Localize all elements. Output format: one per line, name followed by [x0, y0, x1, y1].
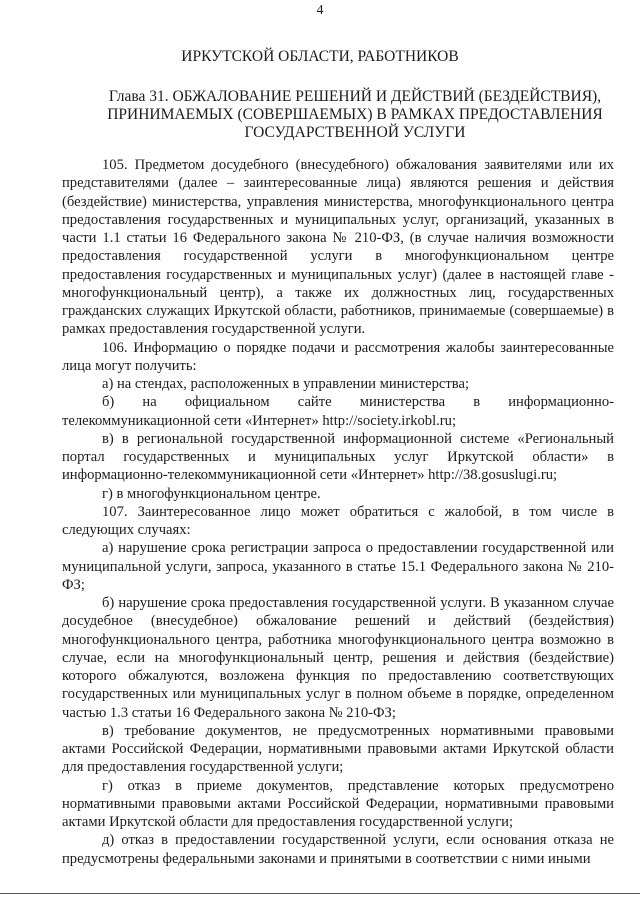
document-body: [62, 156, 614, 868]
paragraph-106: 106. Информацию о порядке подачи и рассмотрения жалобы заинтересованные лица могут получить:: [62, 339, 614, 374]
list-item-106-b: б) на официальном сайте министерства в информационно-телекоммуникационной сети «Интернет» http://society.irkobl.ru;: [62, 394, 614, 429]
paragraph-105: 105. Предметом досудебного (внесудебного) обжалования заявителями или их представителями (далее – заинтересованные лица) являются решения и действия (бездействие) министерства, управления министерства, многофункционального центра предоставления государственных и муниципальных услуг, организаций, указанных в части 1.1 статьи 16 Федерального закона № 210-ФЗ, (в случае наличия возможности предоставления государственной услуги в многофункциональном центре предоставления государственных и муниципальных услуг) (далее в настоящей главе - многофункциональный центр), а также их должностных лиц, государственных гражданских служащих Иркутской области, работников, принимаемые (совершаемые) в рамках предоставления государственной услуги.: [62, 157, 614, 338]
list-item-107-d: д) отказ в предоставлении государственной услуги, если основания отказа не предусмотрены федеральными законами и принятыми в соответствии с ними иными: [62, 832, 614, 867]
list-item-107-b: б) нарушение срока предоставления государственной услуги. В указанном случае досудебное (внесудебное) обжалование решений и действий (бездействия) многофункционального центра, работника многофункционального центра возможно в случае, если на многофункциональный центр, решения и действия (бездействие) которого обжалуются, возложена функция по предоставлению соответствующих государственных или муниципальных услуг в полном объеме в порядке, определенном частью 1.3 статьи 16 Федерального закона № 210-ФЗ;: [62, 595, 614, 721]
list-item-106-v: в) в региональной государственной информационной системе «Региональный портал государственных и муниципальных услуг Иркутской области» в информационно-телекоммуникационной сети «Интернет» http://38.gosuslugi.ru;: [62, 430, 614, 484]
paragraph-107: 107. Заинтересованное лицо может обратиться с жалобой, в том числе в следующих случаях:: [62, 503, 614, 538]
page-number: 4: [316, 3, 324, 18]
list-item-106-g: г) в многофункциональном центре.: [102, 485, 321, 502]
footer-rule: [0, 893, 640, 894]
chapter-title: Глава 31. ОБЖАЛОВАНИЕ РЕШЕНИЙ И ДЕЙСТВИЙ (БЕЗДЕЙСТВИЯ), ПРИНИМАЕМЫХ (СОВЕРШАЕМЫХ) В РАМКАХ ПРЕДОСТАВЛЕНИЯ ГОСУДАРСТВЕННОЙ УСЛУГИ: [107, 88, 603, 141]
list-item-107-v: в) требование документов, не предусмотренных нормативными правовыми актами Российской Федерации, нормативными правовыми актами Иркутской области для предоставления государственной услуги;: [62, 722, 614, 776]
list-item-107-g: г) отказ в приеме документов, представление которых предусмотрено нормативными правовыми актами Российской Федерации, нормативными правовыми актами Иркутской области для предоставления государственной услуги;: [62, 777, 614, 830]
list-item-106-a: а) на стендах, расположенных в управлении министерства;: [102, 376, 470, 392]
running-header: ИРКУТСКОЙ ОБЛАСТИ, РАБОТНИКОВ: [181, 48, 459, 65]
list-item-107-a: а) нарушение срока регистрации запроса о предоставлении государственной или муниципальной услуги, запроса, указанного в статье 15.1 Федерального закона № 210-ФЗ;: [62, 540, 614, 593]
